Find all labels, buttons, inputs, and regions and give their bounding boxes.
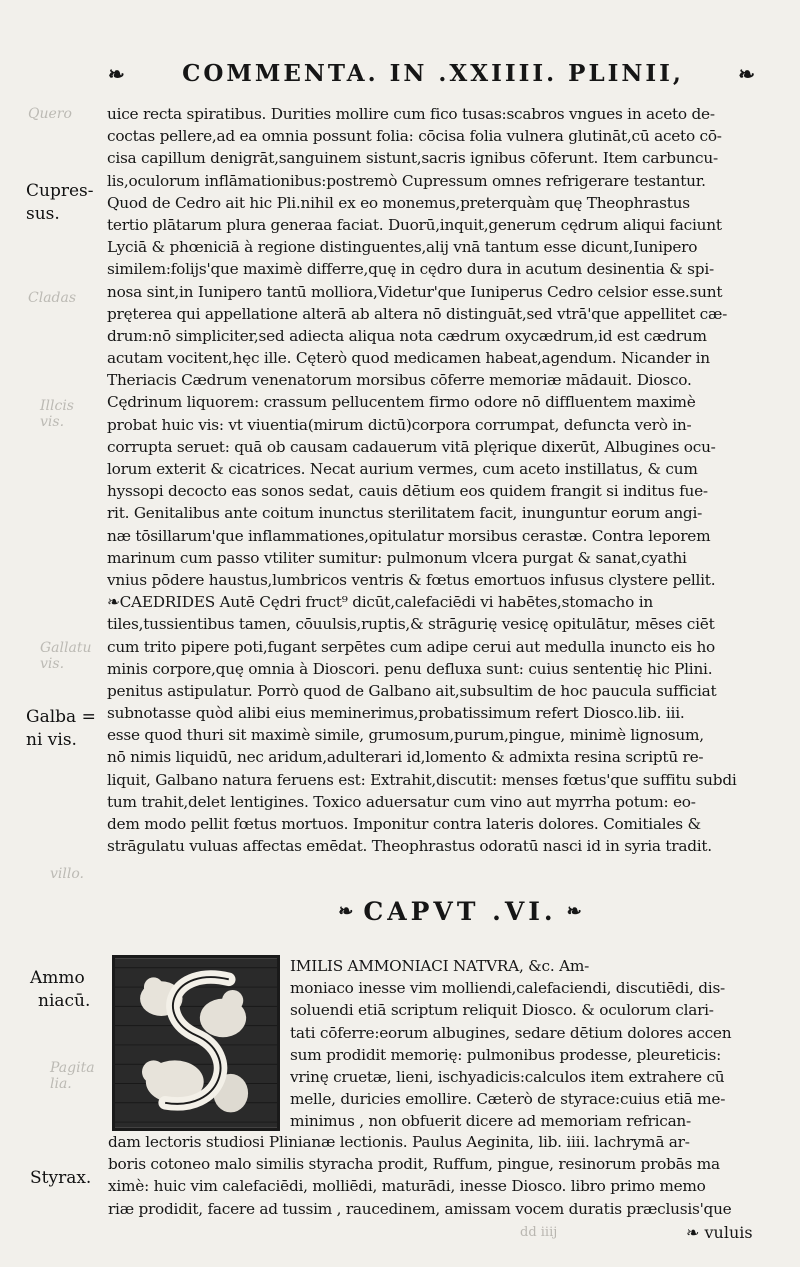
text-line: nō nimis liquidū, nec aridum,adulterari id,lomento & admixta resina scriptū re-: [107, 748, 704, 767]
text-line: riæ prodidit, facere ad tussim , raucedinem, amissam vocem duratis præclusis'que: [108, 1199, 732, 1218]
margin-note: Styrax.: [30, 1168, 92, 1188]
fleuron-ornament-icon: ❧: [686, 1223, 700, 1242]
margin-note: ni vis.: [26, 730, 77, 750]
bleed-margin-note: Gallatu vis.: [40, 640, 92, 672]
text-line: ximè: huic vim calefaciēdi, molliēdi, maturādi, inesse Diosco. libro primo memo: [108, 1177, 706, 1196]
text-line: tertio plātarum plura generaa faciat. Duorū,inquit,generum cędrum aliqui faciunt: [107, 215, 722, 234]
fleuron-ornament-icon: ❧: [566, 901, 582, 922]
woodcut-initial-letter: [112, 955, 280, 1131]
text-line: Quod de Cedro ait hic Pli.nihil ex eo monemus,preterquàm quę Theophrastus: [107, 193, 690, 212]
margin-note: Ammo: [30, 968, 85, 988]
text-line: minis corpore,quę omnia à Dioscori. penu defluxa sunt: cuius sententię hic Plini.: [107, 659, 713, 678]
text-line: Cędrinum liquorem: crassum pellucentem firmo odore nō diffluentem maximè: [107, 393, 696, 412]
text-line: coctas pellere,ad ea omnia possunt folia: cōcisa folia vulnera glutināt,cū aceto cō-: [107, 127, 722, 146]
woodcut-initial-illustration: [115, 958, 277, 1128]
text-line: Theriacis Cædrum venenatorum morsibus cōferre memoriæ mādauit. Diosco.: [107, 371, 692, 390]
text-line: sum prodidit memorię: pulmonibus prodesse, pleureticis:: [290, 1045, 722, 1064]
text-line: tati cōferre:eorum albugines, sedare dētium dolores accen: [290, 1023, 732, 1042]
text-line: uice recta spiratibus. Durities mollire cum fico tusas:scabros vngues in aceto de-: [107, 105, 715, 123]
text-line: ❧CAEDRIDES Autē Cędri fruct⁹ dicūt,calefaciēdi vi habētes,stomacho in: [107, 593, 653, 612]
fleuron-ornament-icon: ❧: [338, 901, 354, 922]
text-line: probat huic vis: vt viuentia(mirum dictū)corpora corrumpat, defuncta verò in-: [107, 415, 692, 434]
text-line: lis,oculorum inflāmationibus:postremò Cupressum omnes refrigerare testantur.: [107, 171, 706, 190]
text-line: corrupta seruet: quā ob causam cadauerum vitā plęrique dixerūt, Albugines ocu-: [107, 437, 716, 456]
chapter-heading: [300, 897, 620, 926]
text-line: vnius pōdere haustus,lumbricos ventris & fœtus emortuos infusus clystere pellit.: [107, 570, 716, 589]
text-line: næ tōsillarum'que inflammationes,opitulatur morsibus cerastæ. Contra leporem: [107, 526, 711, 545]
bleed-margin-note: villo.: [50, 866, 84, 882]
margin-note: niacū.: [38, 991, 91, 1011]
text-line: melle, duricies emollire. Cæterò de styrace:cuius etiā me-: [290, 1090, 726, 1109]
bleed-margin-note: Illcis vis.: [40, 398, 74, 430]
catchword: [686, 1223, 753, 1242]
text-line: soluendi etiā scriptum reliquit Diosco. & oculorum clari-: [290, 1001, 714, 1020]
margin-note: Galba =: [26, 707, 96, 727]
text-line: lorum exterit & cicatrices. Necat aurium vermes, cum aceto instillatus, & cum: [107, 460, 698, 478]
text-line: acutam vocitent,hęc ille. Cęterò quod medicamen habeat,agendum. Nicander in: [107, 349, 710, 368]
chapter-text-full-width: [108, 1131, 768, 1220]
signature-mark: dd iiij: [520, 1225, 558, 1240]
margin-note: Cupres-: [26, 181, 94, 201]
bleed-margin-note: Cladas: [28, 290, 77, 306]
bleed-margin-note: Quero: [28, 106, 72, 122]
text-line: vrinę cruetæ, lieni, ischyadicis:calculos item extrahere cū: [290, 1067, 725, 1086]
text-line: tum trahit,delet lentigines. Toxico aduersatur cum vino aut myrrha potum: eo-: [107, 792, 696, 811]
text-line: Lyciā & phœniciā à regione distinguentes,alij vnā tantum esse dicunt,Iunipero: [107, 238, 698, 257]
text-line: IMILIS AMMONIACI NATVRA, &c. Am-: [290, 957, 590, 975]
text-line: tiles,tussientibus tamen, cōuulsis,ruptis,& strāgurię vesicę opitulātur, mēses ciēt: [107, 615, 715, 634]
running-head: [108, 60, 758, 87]
text-line: dem modo pellit fœtus mortuos. Imponitur contra lateris dolores. Comitiales &: [107, 815, 701, 833]
commentary-body: [107, 103, 767, 857]
text-line: similem:folijs'que maximè differre,quę in cędro dura in acutum desinentia & spi-: [107, 260, 714, 279]
text-line: subnotasse quòd alibi eius meminerimus,probatissimum refert Diosco.lib. iii.: [107, 704, 685, 723]
text-line: penitus astipulatur. Porrò quod de Galbano ait,subsultim de hoc paucula sufficiat: [107, 681, 717, 700]
text-line: drum:nō simpliciter,sed adiecta aliqua nota cædrum oxycædrum,id est cædrum: [107, 326, 707, 345]
fleuron-ornament-icon: ❧: [738, 61, 758, 86]
chapter-text-beside-initial: [290, 955, 767, 1133]
text-line: minimus , non obfuerit dicere ad memoriam refrican-: [290, 1112, 691, 1131]
text-line: liquit, Galbano natura feruens est: Extrahit,discutit: menses fœtus'que suffitu subdi: [107, 770, 737, 789]
text-line: boris cotoneo malo similis styracha prodit, Ruffum, pingue, resinorum probās ma: [108, 1155, 720, 1174]
text-line: cum trito pipere poti,fugant serpētes cum adipe cerui aut medulla inuncto eis ho: [107, 637, 716, 656]
text-line: rit. Genitalibus ante coitum inunctus sterilitatem facit, inunguntur eorum angi-: [107, 504, 703, 523]
text-line: moniaco inesse vim molliendi,calefaciendi, discutiēdi, dis-: [290, 979, 725, 998]
bleed-margin-note: Pagita lia.: [50, 1060, 95, 1092]
text-line: strāgulatu vuluas affectas emēdat. Theophrastus odoratū nasci id in syria tradit.: [107, 837, 712, 856]
text-line: esse quod thuri sit maximè simile, grumosum,purum,pingue, minimè lignosum,: [107, 726, 704, 745]
text-line: pręterea qui appellatione alterā ab altera nō distinguāt,sed vtrā'que appellitet cæ-: [107, 304, 727, 323]
text-line: marinum cum passo vtiliter sumitur: pulmonum vlcera purgat & sanat,cyathi: [107, 548, 687, 567]
running-head-title: COMMENTA. IN .XXIIII. PLINII,: [182, 60, 684, 87]
catchword-text: vuluis: [704, 1223, 753, 1242]
fleuron-ornament-icon: ❧: [108, 61, 128, 86]
margin-note: sus.: [26, 204, 60, 224]
text-line: cisa capillum denigrāt,sanguinem sistunt,sacris ignibus cōferunt. Item carbuncu-: [107, 149, 718, 168]
text-line: dam lectoris studiosi Plinianæ lectionis. Paulus Aeginita, lib. iiii. lachrymā ar-: [108, 1133, 690, 1151]
text-line: nosa sint,in Iunipero tantū molliora,Videtur'que Iuniperus Cedro celsior esse.sunt: [107, 282, 723, 301]
text-line: hyssopi decocto eas sonos sedat, cauis dētium eos quidem frangit si inditus fue-: [107, 482, 708, 501]
chapter-title: CAPVT .VI.: [363, 897, 557, 926]
